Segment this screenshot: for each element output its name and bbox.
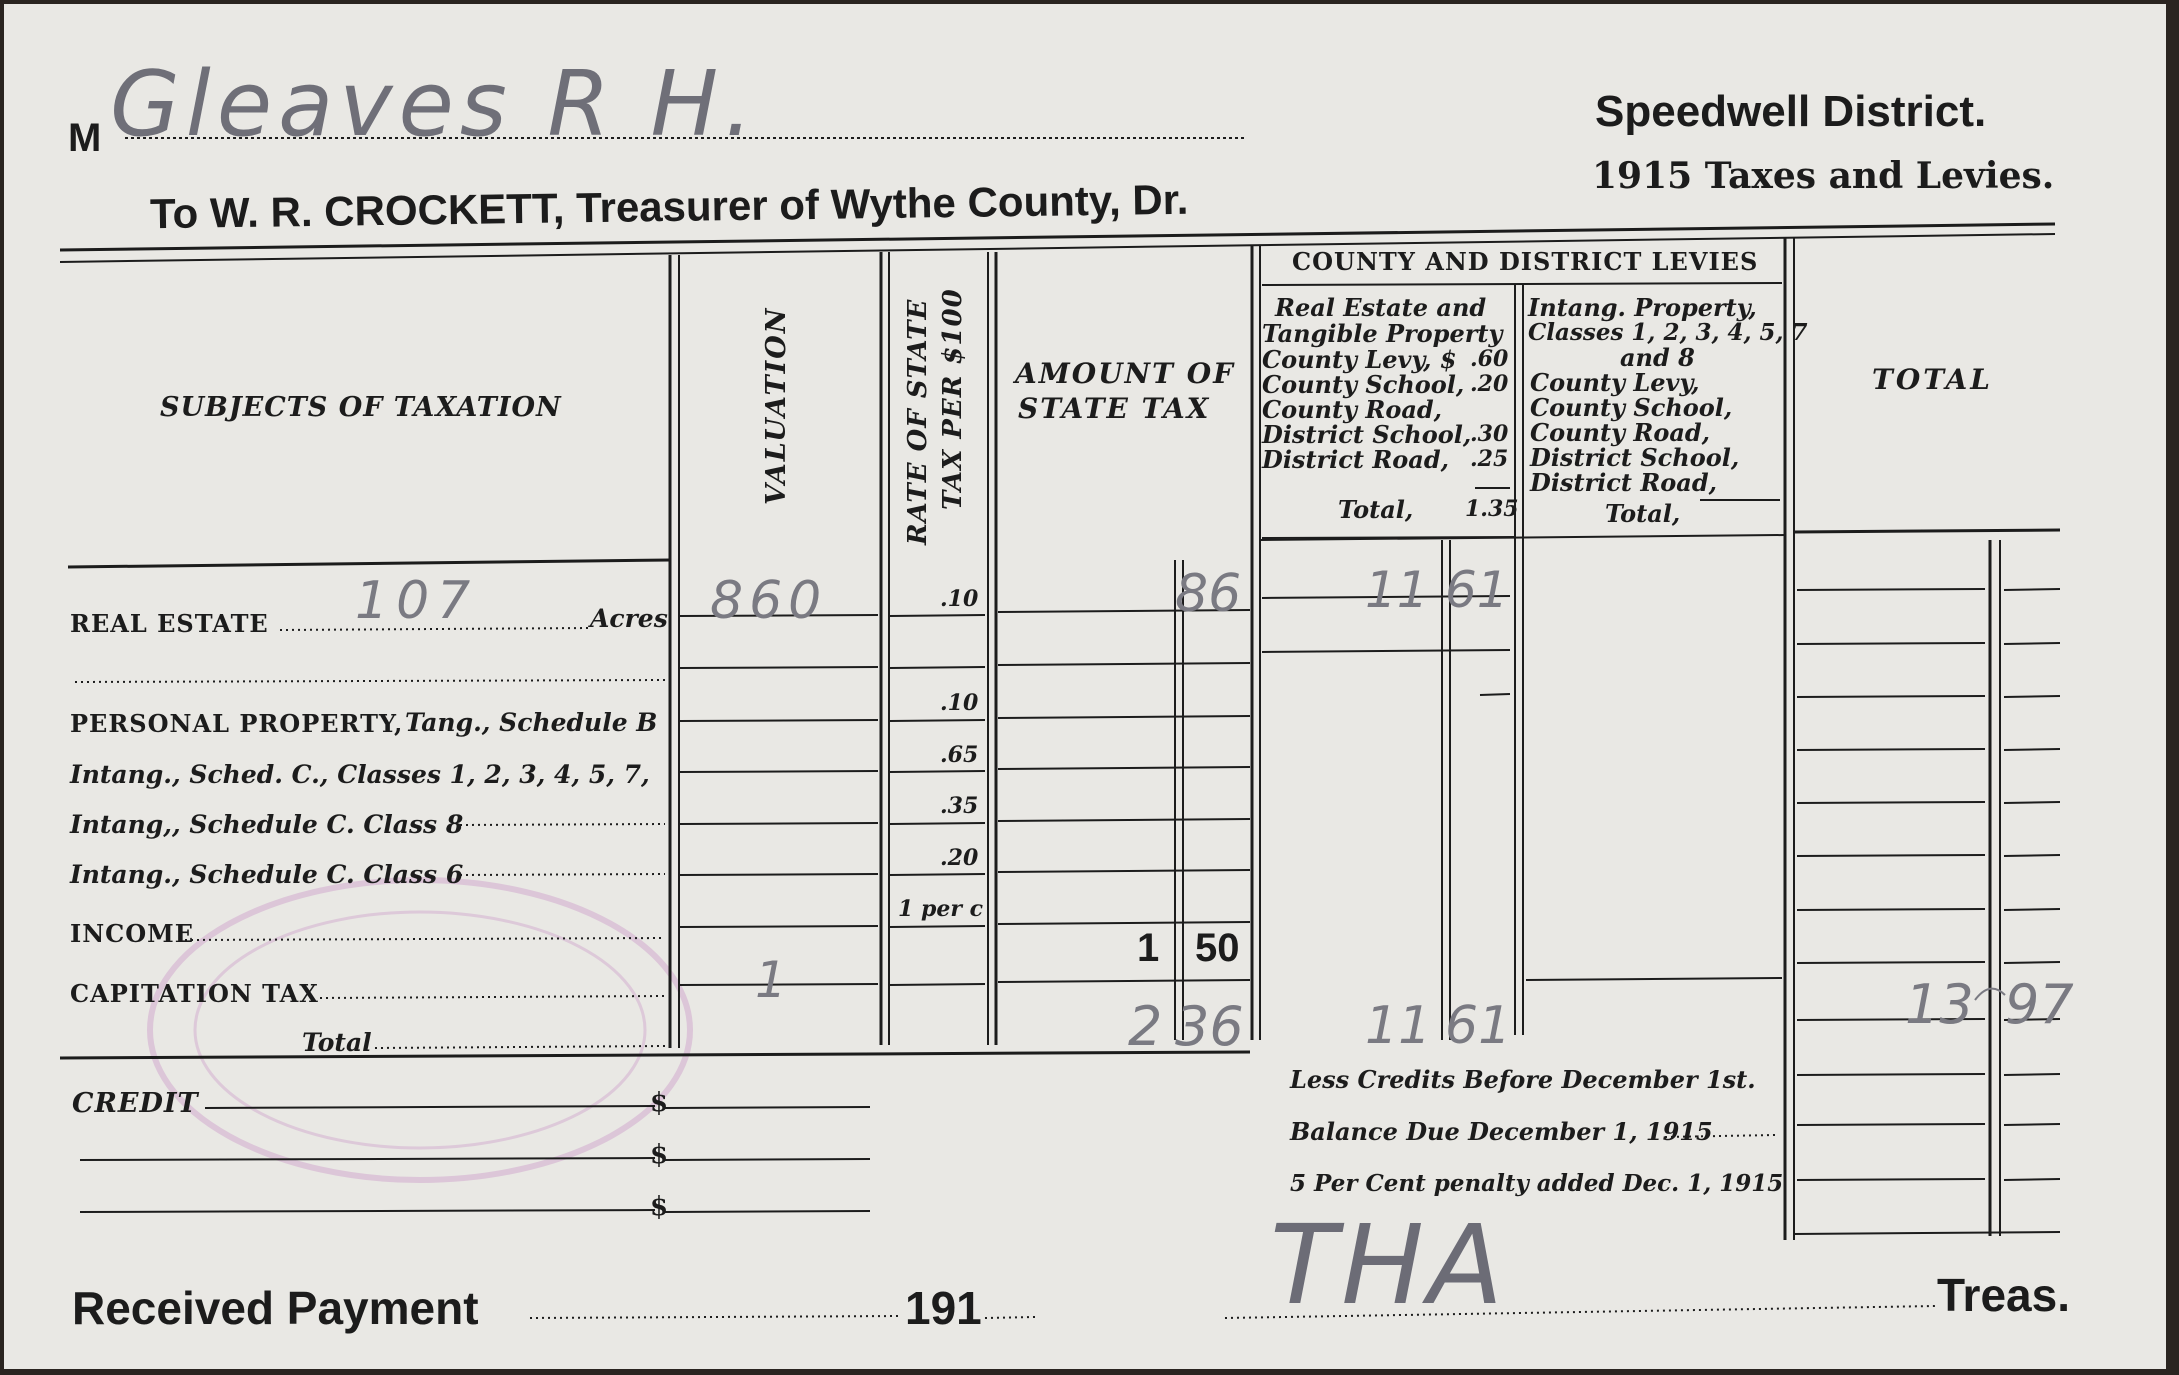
levies-intang-line: Intang. Property, [1528, 293, 1757, 322]
treasurer-signature: THA [1270, 1201, 1508, 1329]
row-label-personal-property: PERSONAL PROPERTY, [70, 709, 404, 738]
received-year-prefix: 191 [905, 1282, 982, 1334]
row-label-personal-property-schedule: Tang., Schedule B [405, 708, 658, 737]
prefix-mark: M [68, 116, 102, 160]
taxpayer-name: Gleaves R H. [110, 52, 759, 157]
levy-item-rate: .25 [1470, 446, 1509, 472]
levies-real-total-rate: 1.35 [1465, 496, 1519, 522]
levies-real-total-label: Total, [1338, 495, 1414, 524]
levies-intang-line: District Road, [1530, 468, 1717, 497]
levies-intang-line: District School, [1530, 443, 1740, 472]
received-payment-label: Received Payment [72, 1282, 479, 1334]
levies-intang-line: Classes 1, 2, 3, 4, 5, 7 [1528, 319, 1808, 346]
state-tax-total-cents: 36 [1175, 995, 1244, 1058]
amount-header-line1: AMOUNT OF [1015, 357, 1235, 390]
valuation-capitation: 1 [755, 951, 787, 1009]
treas-label: Treas. [1937, 1269, 2070, 1321]
rate-intang-classes: .65 [940, 742, 979, 768]
subjects-header: SUBJECTS OF TAXATION [160, 392, 562, 423]
row-label-income: INCOME [70, 919, 195, 948]
rate-intang-class-6: .20 [940, 845, 979, 871]
dollar-sign: $ [650, 1088, 669, 1118]
row-label-intang-class-8: Intang,, Schedule C. Class 8 [70, 810, 464, 839]
state-tax-total-dollars: 2 [1128, 995, 1163, 1058]
tax-year-line: 1915 Taxes and Levies. [1592, 155, 2055, 197]
rate-income: 1 per c [898, 896, 983, 922]
rate-header-line2: TAX PER $100 [938, 288, 968, 510]
levies-intang-line: County Road, [1530, 418, 1711, 447]
rate-intang-class-8: .35 [940, 793, 979, 819]
levy-total-dollars: 11 [1365, 996, 1432, 1056]
grand-total-cents: 97 [2005, 973, 2074, 1036]
total-header: TOTAL [1872, 363, 1993, 396]
row-label-capitation-tax: CAPITATION TAX [70, 979, 319, 1008]
levy-item-label: District School, [1262, 420, 1472, 449]
rate-personal-property: .10 [940, 690, 979, 716]
state-tax-real-estate-cents: 86 [1175, 564, 1242, 624]
state-tax-capitation-dollars: 1 [1137, 926, 1160, 970]
grand-total-dollars: 13 [1905, 973, 1974, 1036]
levies-real-line1: Real Estate and [1275, 293, 1487, 322]
credit-label: CREDIT [72, 1088, 199, 1119]
rate-real-estate: .10 [940, 586, 979, 612]
dollar-sign: $ [650, 1140, 669, 1170]
levy-item-label: District Road, [1262, 445, 1449, 474]
state-tax-capitation-cents: 50 [1195, 926, 1240, 970]
levy-item-rate: .30 [1470, 421, 1509, 447]
levy-item-label: County School, [1262, 370, 1465, 399]
valuation-real-estate: 860 [710, 571, 828, 631]
levy-real-estate-cents: 61 [1445, 561, 1509, 619]
levy-real-estate-dollars: 11 [1365, 561, 1429, 619]
levies-header: COUNTY AND DISTRICT LEVIES [1292, 247, 1759, 276]
dollar-sign: $ [650, 1192, 669, 1222]
rate-header-line1: RATE OF STATE [903, 298, 933, 545]
levies-intang-line: County Levy, [1530, 368, 1700, 397]
levies-real-line2: Tangible Property [1262, 319, 1503, 348]
valuation-header: VALUATION [761, 306, 792, 505]
row-label-intang-classes: Intang., Sched. C., Classes 1, 2, 3, 4, 5, 7, [70, 760, 650, 789]
levy-item-rate: .60 [1470, 346, 1509, 372]
less-credits-label: Less Credits Before December 1st. [1290, 1065, 1756, 1094]
row-label-real-estate: REAL ESTATE [70, 609, 269, 638]
row-label-total: Total [302, 1028, 372, 1057]
district-title: Speedwell District. [1595, 87, 1987, 136]
balance-due-label: Balance Due December 1, 1915 [1290, 1117, 1713, 1146]
levies-intang-line: County School, [1530, 393, 1733, 422]
levy-item-label: County Road, [1262, 395, 1443, 424]
row-label-intang-class-6: Intang., Schedule C. Class 6 [70, 860, 464, 889]
treasurer-line: To W. R. CROCKETT, Treasurer of Wythe County, Dr. [149, 175, 1189, 238]
levy-item-rate: .20 [1470, 371, 1509, 397]
acres-suffix: Acres [590, 604, 668, 633]
amount-header-line2: STATE TAX [1018, 392, 1211, 425]
penalty-label: 5 Per Cent penalty added Dec. 1, 1915 [1290, 1170, 1784, 1197]
acres-value: 107 [355, 571, 479, 631]
levies-intang-line: and 8 [1620, 343, 1695, 372]
levies-intang-total-label: Total, [1605, 499, 1681, 528]
levy-item-label: County Levy, $ [1262, 345, 1457, 374]
levy-total-cents: 61 [1445, 996, 1512, 1056]
